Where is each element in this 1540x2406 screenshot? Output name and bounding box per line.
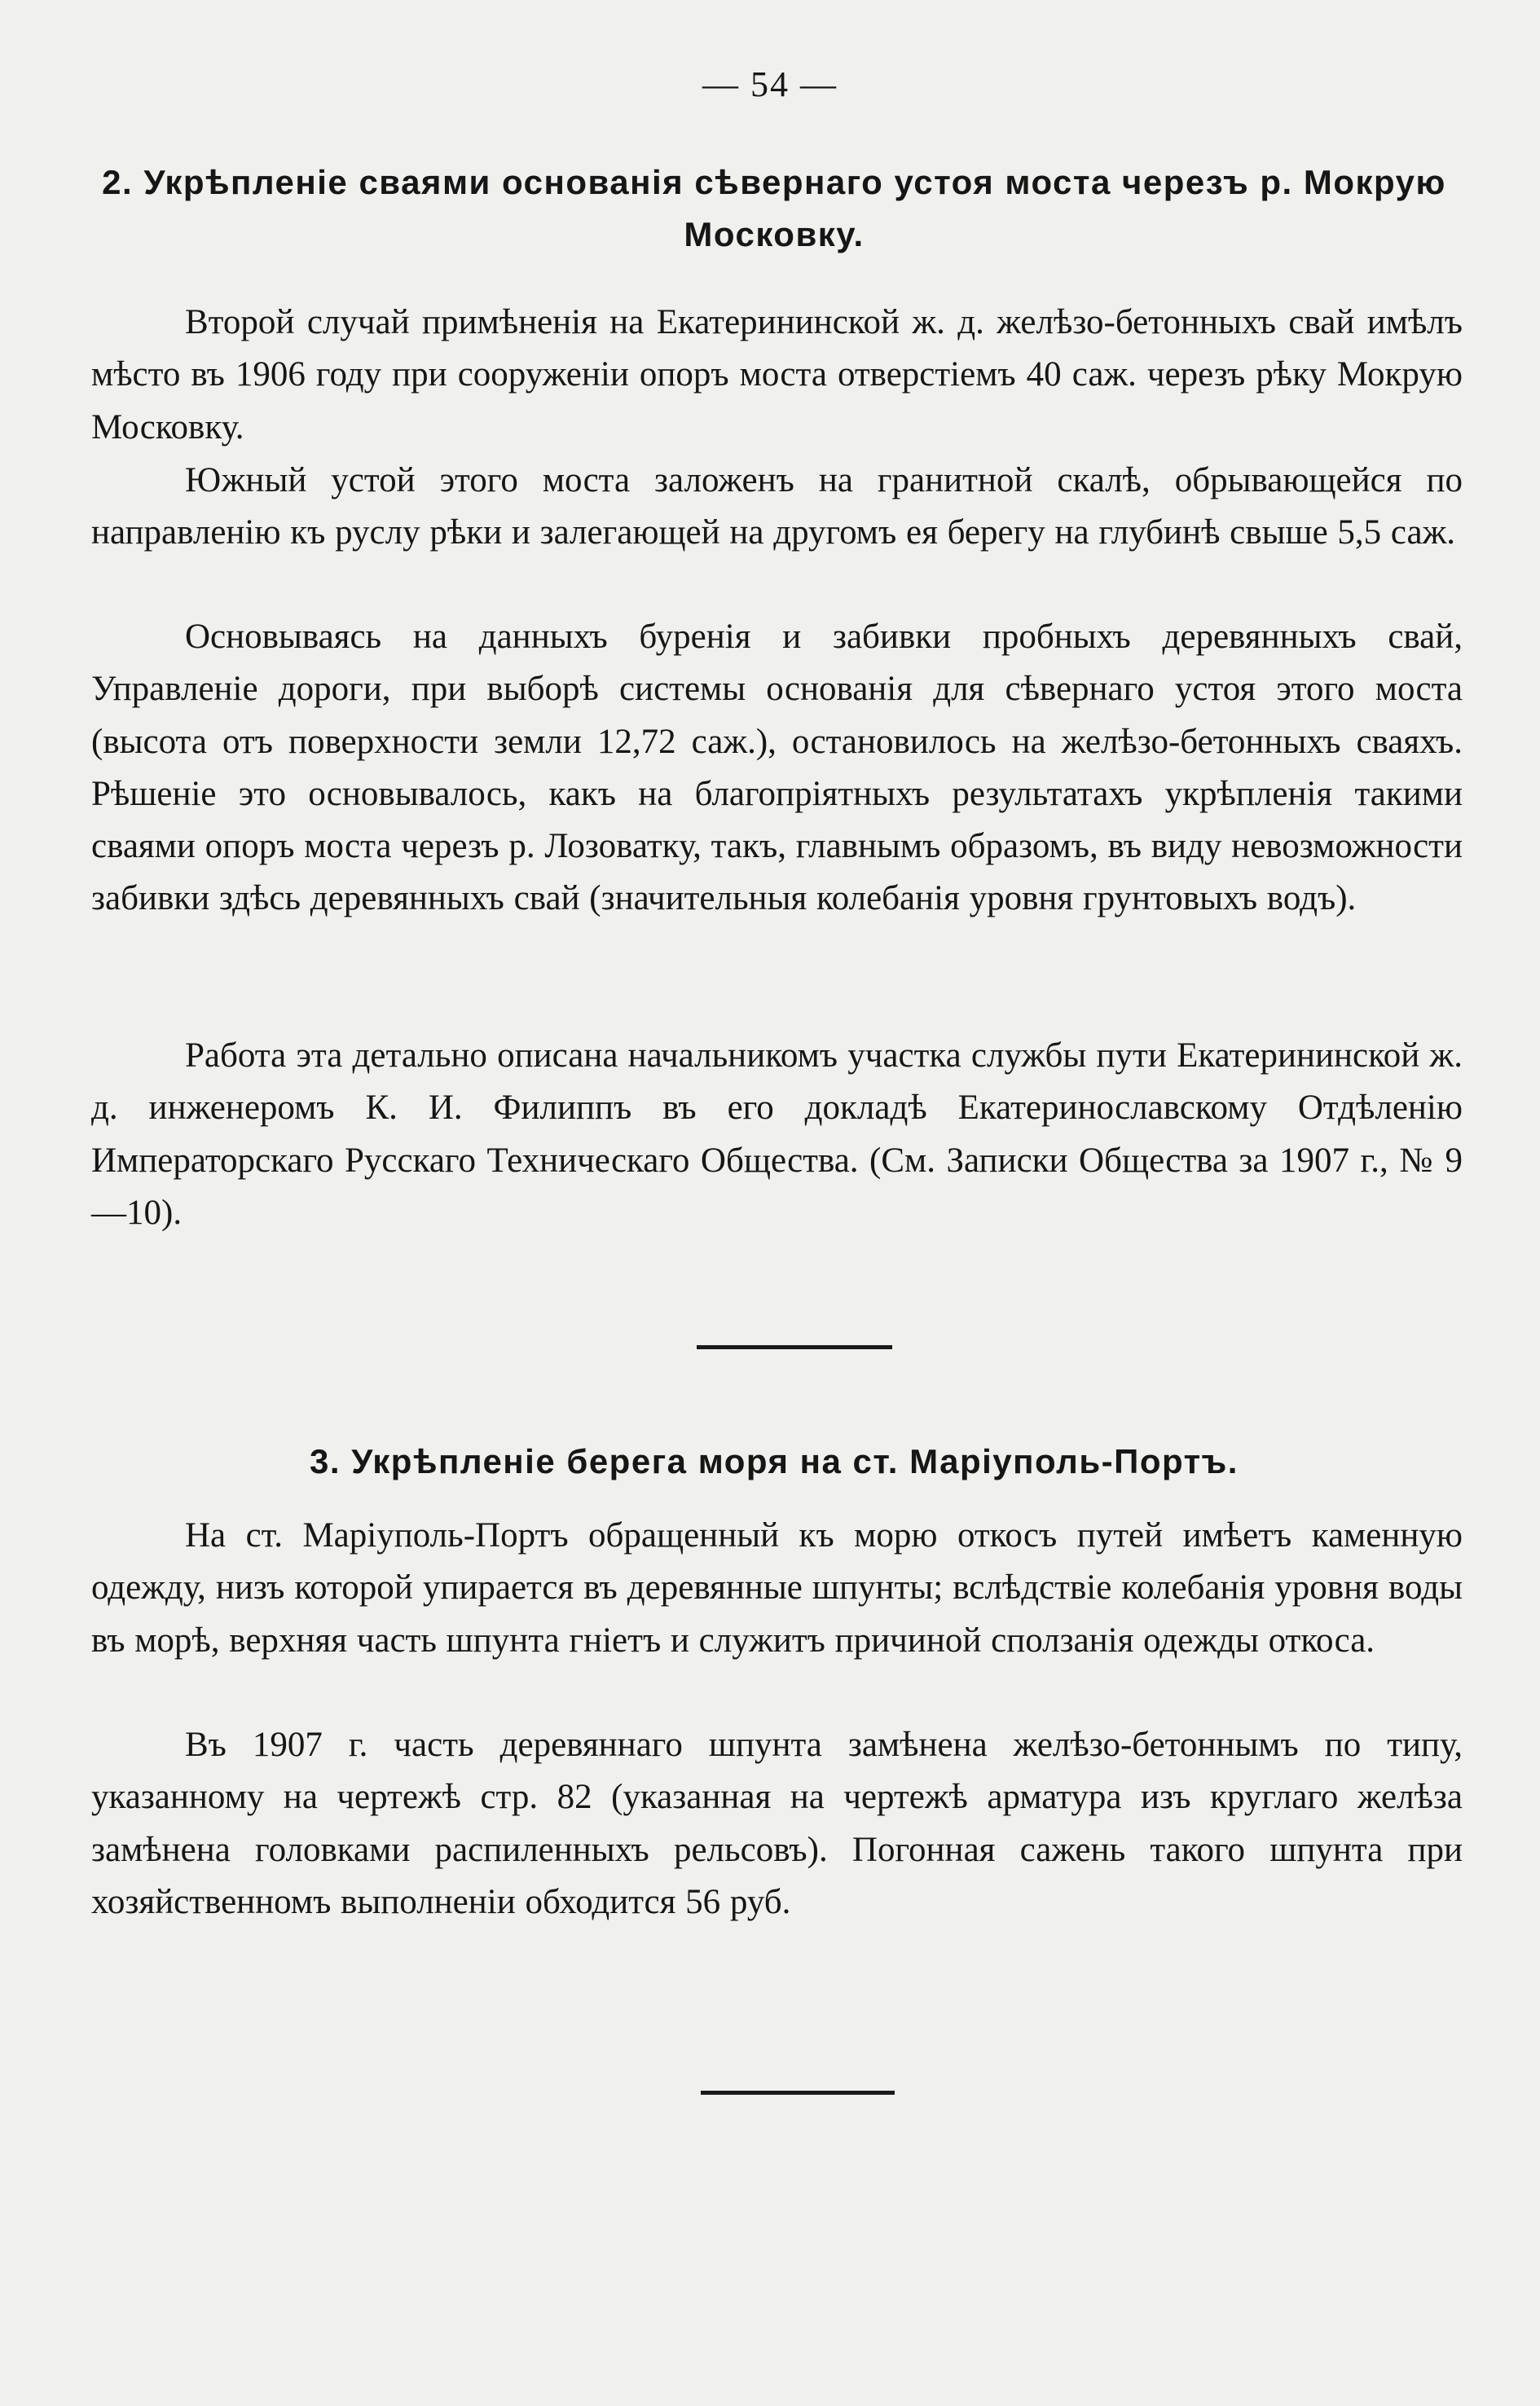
page-number: — 54 — <box>702 64 838 104</box>
section-2-paragraph-3: Основываясь на данныхъ буренія и забивки пробныхъ деревянныхъ свай, Управленіе дороги, при выборѣ системы основанія для сѣвернаго устоя этого моста (высота отъ поверхности земли 12,72 саж.), остановилось на желѣзо-бетонныхъ сваяхъ. Рѣшеніе это основывалось, какъ на благопріятныхъ результатахъ укрѣпленія такими сваями опоръ моста черезъ р. Лозоватку, такъ, главнымъ образомъ, въ виду невозможности забивки здѣсь деревянныхъ свай (значительныя колебанія уровня грунтовыхъ водъ). <box>91 618 1463 918</box>
section-2-paragraph-4: Работа эта детально описана начальникомъ участка службы пути Екатерининской ж. д. инженеромъ К. И. Филиппъ въ его докладѣ Екатеринославскому Отдѣленію Императорскаго Русскаго Техническаго Общества. (См. Записки Общества за 1907 г., № 9—10). <box>91 1036 1463 1232</box>
section-3-paragraph-1: На ст. Маріуполь-Портъ обращенный къ морю откосъ путей имѣетъ каменную одежду, низъ которой упирается въ деревянные шпунты; вслѣдствіе колебанія уровня воды въ морѣ, верхняя часть шпунта гніетъ и служитъ причиной сползанія одежды откоса. <box>91 1516 1463 1660</box>
end-divider <box>701 2091 895 2095</box>
section-2-paragraph-1: Второй случай примѣненія на Екатерининской ж. д. желѣзо-бетонныхъ свай имѣлъ мѣсто въ 1906 году при сооруженіи опоръ моста отверстіемъ 40 саж. черезъ рѣку Мокрую Московку. <box>91 303 1463 446</box>
section-heading-3: 3. Укрѣпленіе берега моря на ст. Маріуполь-Портъ. <box>310 1442 1239 1480</box>
section-divider <box>697 1345 892 1349</box>
section-3-paragraph-2: Въ 1907 г. часть деревяннаго шпунта замѣнена желѣзо-бетоннымъ по типу, указанному на чертежѣ стр. 82 (указанная на чертежѣ арматура изъ круглаго желѣза замѣнена головками распиленныхъ рельсовъ). Погонная сажень такого шпунта при хозяйственномъ выполненіи обходится 56 руб. <box>91 1726 1463 1921</box>
section-2-paragraph-2: Южный устой этого моста заложенъ на гранитной скалѣ, обрывающейся по направленію къ руслу рѣки и залегающей на другомъ ея берегу на глубинѣ свыше 5,5 саж. <box>91 461 1463 552</box>
section-heading-2: 2. Укрѣпленіе сваями основанія сѣвернаго устоя моста черезъ р. Мокрую Московку. <box>102 163 1446 253</box>
